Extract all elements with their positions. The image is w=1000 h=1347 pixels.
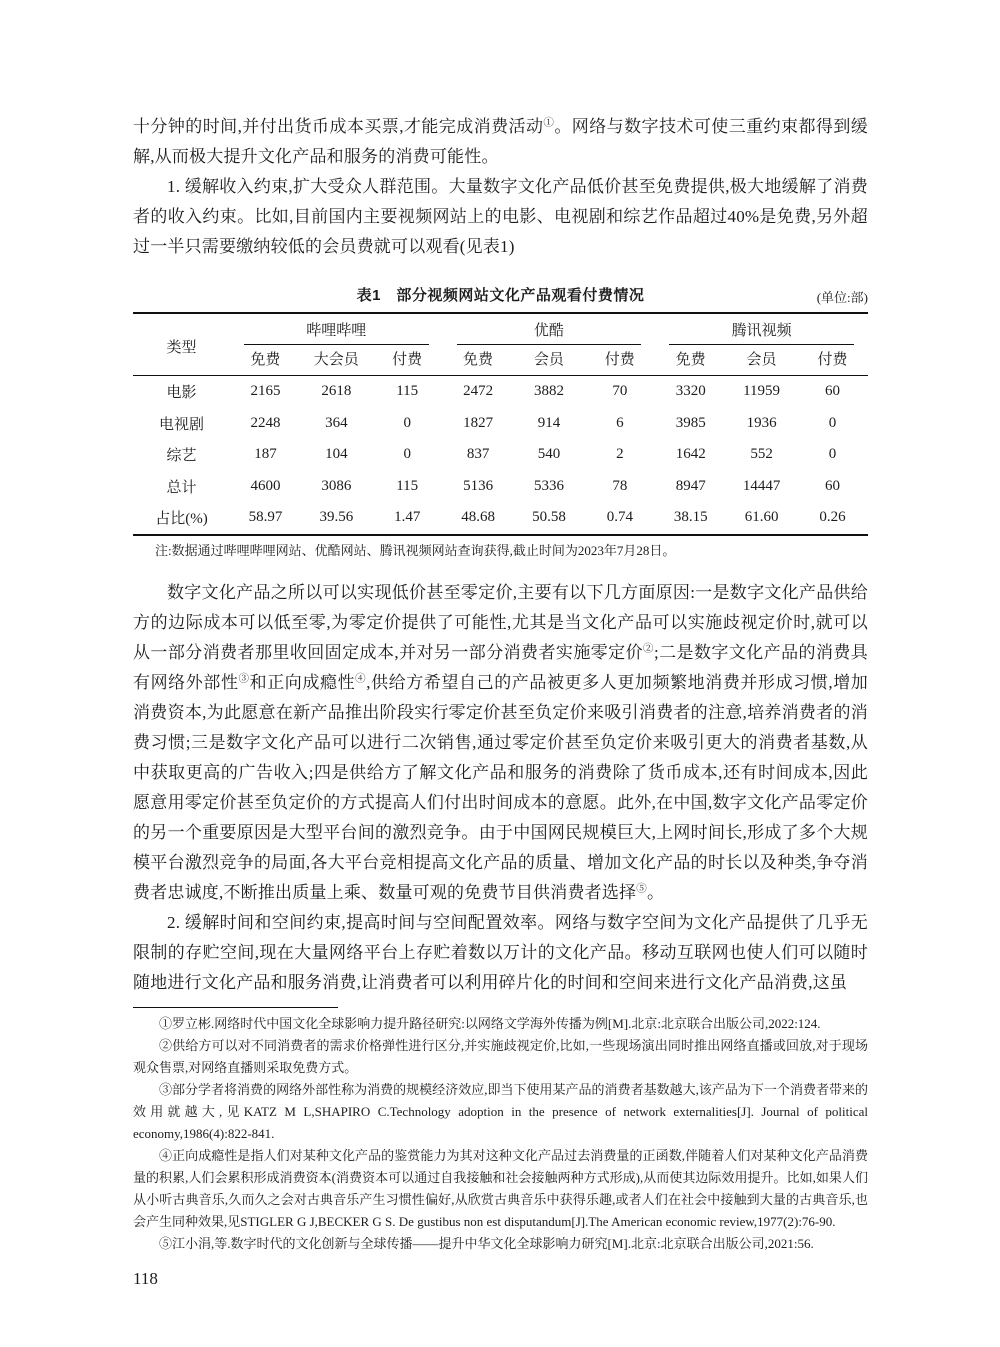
value-cell: 364 (325, 414, 348, 431)
footnote-4: ④正向成瘾性是指人们对某种文化产品的鉴赏能力为其对这种文化产品过去消费量的正函数,伴随着人们对某种文化产品消费量的积累,人们会累积形成消费资本(消费资本可以通过自我接触和社会接触两种方式形成),从而使其边际效用提升。比如,如果人们从小听古典音乐,久而久之会对古典音乐产生习惯性偏好,从欣赏古典音乐中获得乐趣,或者人们在社会中接触到大量的古典音乐,也会产生同种效果,见STIGLER G J,BECKER G S. De gustibus non est disputandum[J].The American economic review,1977(2):76-90. (133, 1147, 868, 1229)
category-cell: 占比(%) (155, 511, 208, 528)
footnote-marker: ⑤ (636, 882, 647, 894)
footnote-marker: ④ (355, 672, 367, 684)
table-row (133, 471, 868, 503)
value-cell: 78 (612, 477, 628, 494)
value-cell: 58.97 (248, 509, 283, 526)
table-subheader-row (133, 345, 868, 376)
subheader-tencent-free: 免费 (655, 345, 726, 376)
value-cell: 1.47 (394, 509, 421, 526)
category-cell: 电视剧 (158, 416, 204, 433)
value-cell: 187 (254, 446, 277, 463)
value-cell: 0 (403, 446, 411, 463)
value-cell: 3086 (321, 477, 352, 494)
value-cell: 552 (750, 446, 773, 463)
table-row (133, 376, 868, 408)
paragraph-intro: 十分钟的时间,并付出货币成本买票,才能完成消费活动①。网络与数字技术可使三重约束都得到缓解,从而极大提升文化产品和服务的消费可能性。 (133, 117, 868, 166)
group-header-tencent-label: 腾讯视频 (669, 318, 854, 345)
group-header-bilibili (230, 313, 443, 345)
footnote-marker: ① (543, 117, 555, 129)
footnote-5: ⑤江小涓,等.数字时代的文化创新与全球传播——提升中华文化全球影响力研究[M].北京:北京联合出版公司,2021:56. (159, 1235, 814, 1251)
table-title: 表1 部分视频网站文化产品观看付费情况 (356, 287, 645, 304)
value-cell: 540 (537, 446, 561, 463)
table-row (133, 408, 868, 440)
category-cell: 总计 (166, 479, 197, 496)
subheader-tencent-member: 会员 (726, 345, 797, 376)
value-cell: 2618 (321, 383, 352, 400)
value-cell: 8947 (675, 477, 706, 494)
group-header-bilibili-label: 哔哩哔哩 (244, 318, 429, 345)
category-cell: 综艺 (166, 448, 197, 465)
value-cell: 837 (466, 446, 490, 463)
value-cell: 0 (828, 446, 837, 463)
subheader-bilibili-paid: 付费 (372, 345, 443, 376)
paragraph-reasons: 数字文化产品之所以可以实现低价甚至零定价,主要有以下几方面原因:一是数字文化产品供给方的边际成本可以低至零,为零定价提供了可能性,尤其是当文化产品可以实施歧视定价时,就可以从一部分消费者那里收回固定成本,并对另一部分消费者实施零定价②;二是数字文化产品的消费具有网络外部性③和正向成瘾性④,供给方希望自己的产品被更多人更加频繁地消费并形成习惯,增加消费资本,为此愿意在新产品推出阶段实行零定价甚至负定价来吸引消费者的注意,培养消费者的消费习惯;三是数字文化产品可以进行二次销售,通过零定价甚至负定价来吸引更大的消费者基数,从中获取更高的广告收入;四是供给方了解文化产品和服务的消费除了货币成本,还有时间成本,因此愿意用零定价甚至负定价的方式提高人们付出时间成本的意愿。此外,在中国,数字文化产品零定价的另一个重要原因是大型平台间的激烈竞争。由于中国网民规模巨大,上网时间长,形成了多个大规模平台激烈竞争的局面,各大平台竞相提高文化产品的质量、增加文化产品的时长以及种类,争夺消费者忠诚度,不断推出质量上乘、数量可观的免费节目供消费者选择⑤。 (133, 582, 869, 902)
subheader-tencent-paid: 付费 (797, 345, 868, 376)
value-cell: 115 (396, 383, 419, 400)
value-cell: 60 (825, 383, 840, 400)
footnote-marker: ③ (238, 672, 250, 684)
footnote-3: ③部分学者将消费的网络外部性称为消费的规模经济效应,即当下使用某产品的消费者基数越大,该产品为下一个消费者带来的效用就越大,见KATZ M L,SHAPIRO C.Technology adoption in the presence of network externalities[J]. Journal of political economy,1986(4):822-841. (133, 1081, 868, 1141)
value-cell: 2 (616, 446, 624, 463)
page-content (133, 112, 868, 1289)
value-cell: 2165 (250, 383, 281, 400)
value-cell: 48.68 (461, 509, 495, 526)
footnote-2: ②供给方可以对不同消费者的需求价格弹性进行区分,并实施歧视定价,比如,一些现场演出同时推出网络直播或回放,对于现场观众售票,对网络直播则采取免费方式。 (133, 1037, 868, 1075)
table-caption-row (133, 284, 868, 304)
value-cell: 4600 (250, 477, 281, 494)
value-cell: 3985 (675, 414, 706, 431)
group-header-youku-label: 优酷 (457, 318, 642, 345)
footnote-marker: ② (643, 642, 654, 654)
subheader-youku-paid: 付费 (584, 345, 655, 376)
group-header-tencent (655, 313, 868, 345)
table-body (133, 376, 868, 535)
category-cell: 电影 (166, 385, 197, 402)
subheader-bilibili-member: 大会员 (301, 345, 372, 376)
value-cell: 1827 (463, 414, 494, 431)
value-cell: 3320 (675, 383, 706, 400)
column-header-type: 类型 (133, 313, 230, 376)
footnote-divider (133, 1007, 338, 1008)
value-cell: 0.26 (819, 509, 846, 526)
group-header-youku (443, 313, 656, 345)
footnote-1: ①罗立彬.网络时代中国文化全球影响力提升路径研究:以网络文学海外传播为例[M].北京:北京联合出版公司,2022:124. (159, 1015, 821, 1031)
value-cell: 2248 (250, 414, 281, 431)
table-row (133, 502, 868, 535)
value-cell: 2472 (463, 383, 494, 400)
table-header (133, 313, 868, 376)
subheader-bilibili-free: 免费 (230, 345, 301, 376)
paragraph-point-2: 2. 缓解时间和空间约束,提高时间与空间配置效率。网络与数字空间为文化产品提供了几乎无限制的存贮空间,现在大量网络平台上存贮着数以万计的文化产品。移动互联网也使人们可以随时随地进行文化产品和服务消费,让消费者可以利用碎片化的时间和空间来进行文化产品消费,这虽 (133, 912, 868, 992)
value-cell: 0 (403, 414, 411, 431)
value-cell: 6 (616, 414, 624, 431)
table-note: 注:数据通过哔哩哔哩网站、优酷网站、腾讯视频网站查询获得,截止时间为2023年7月28日。 (155, 542, 676, 558)
value-cell: 1936 (746, 414, 777, 431)
value-cell: 914 (537, 414, 561, 431)
table-group-header-row (133, 313, 868, 345)
value-cell: 0 (828, 414, 837, 431)
value-cell: 5336 (533, 477, 564, 494)
paragraph-point-1: 1. 缓解收入约束,扩大受众人群范围。大量数字文化产品低价甚至免费提供,极大地缓解了消费者的收入约束。比如,目前国内主要视频网站上的电影、电视剧和综艺作品超过40%是免费,另外超过一半只需要缴纳较低的会员费就可以观看(见表1) (133, 177, 868, 256)
page-number: 118 (133, 1268, 158, 1288)
value-cell: 115 (396, 477, 419, 494)
value-cell: 0.74 (606, 509, 633, 526)
value-cell: 11959 (743, 383, 781, 400)
value-cell: 50.58 (532, 509, 566, 526)
value-cell: 61.60 (744, 509, 779, 526)
footnotes-section (133, 1013, 868, 1255)
value-cell: 38.15 (673, 509, 708, 526)
value-cell: 39.56 (319, 509, 354, 526)
value-cell: 5136 (463, 477, 494, 494)
value-cell: 14447 (742, 477, 781, 494)
value-cell: 70 (612, 383, 628, 400)
subheader-youku-free: 免费 (443, 345, 514, 376)
table-row (133, 439, 868, 471)
value-cell: 1642 (675, 446, 706, 463)
value-cell: 3882 (533, 383, 564, 400)
value-cell: 104 (325, 446, 348, 463)
video-sites-payment-table (133, 312, 868, 536)
subheader-youku-member: 会员 (514, 345, 585, 376)
value-cell: 60 (825, 477, 840, 494)
table-unit-label: (单位:部) (816, 290, 868, 305)
